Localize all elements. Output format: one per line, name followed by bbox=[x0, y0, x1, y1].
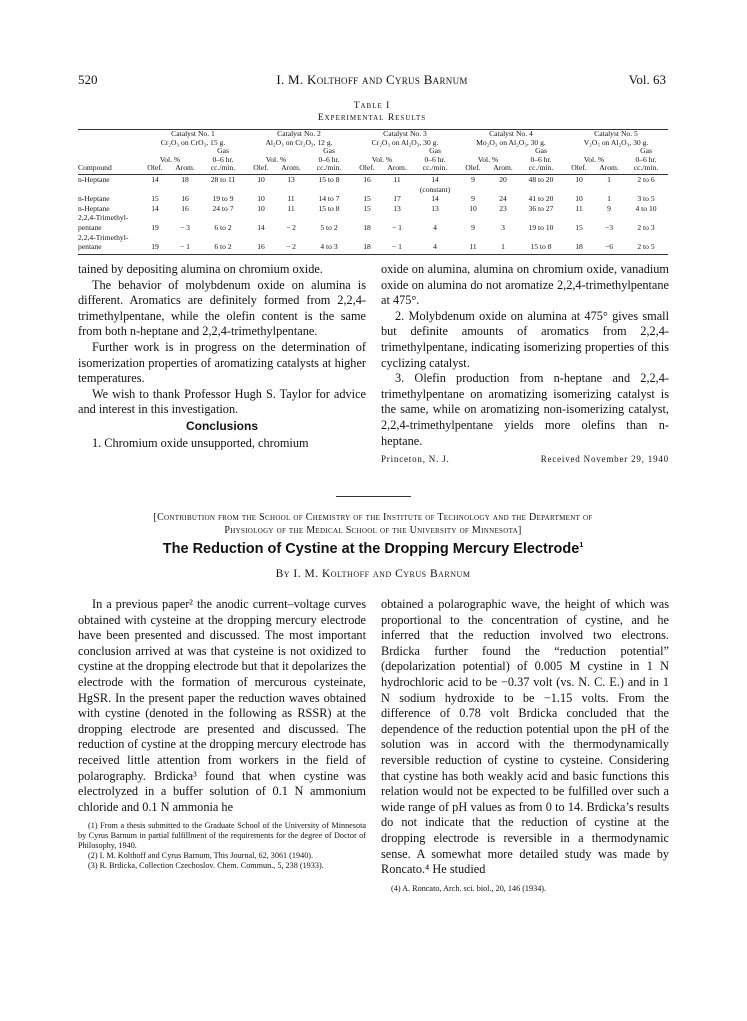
value-cell: − 1 bbox=[180, 242, 190, 252]
vol-pct-label: Vol. % bbox=[159, 155, 181, 164]
value-cell: 11 bbox=[287, 194, 295, 204]
rate-header: cc./min. bbox=[200, 164, 246, 174]
value-cell: 15 bbox=[575, 222, 583, 232]
compound-cell: n-Heptane bbox=[78, 203, 110, 213]
value-cell: 24 to 7 bbox=[212, 203, 234, 213]
table-label: Table I bbox=[353, 101, 391, 111]
title-footnote-mark: 1 bbox=[579, 542, 584, 550]
value-cell: − 2 bbox=[286, 242, 296, 252]
rate-header: cc./min. bbox=[624, 164, 668, 174]
catalyst-1-name: Catalyst No. 1 bbox=[171, 129, 215, 138]
value-cell bbox=[594, 233, 624, 243]
value-cell: 20 bbox=[499, 174, 507, 184]
value-cell bbox=[246, 185, 276, 195]
value-cell: 23 bbox=[499, 203, 507, 213]
value-cell: 16 bbox=[181, 194, 189, 204]
value-cell: 1 bbox=[501, 242, 505, 252]
gas-label: Gas bbox=[429, 147, 441, 156]
value-cell: 11 bbox=[287, 203, 295, 213]
contribution-note bbox=[78, 512, 668, 537]
page-number: 520 bbox=[78, 72, 98, 87]
contribution-line: [Contribution from the School of Chemistry of the Institute of Technology and the Department of bbox=[153, 512, 593, 523]
value-cell: 16 bbox=[363, 174, 371, 184]
received-date: Received November 29, 1940 bbox=[540, 454, 669, 465]
paragraph: tained by depositing alumina on chromium oxide. bbox=[78, 262, 323, 276]
value-cell: 9 bbox=[471, 222, 475, 232]
value-cell: 17 bbox=[393, 194, 401, 204]
value-cell bbox=[382, 185, 412, 195]
contribution-line: Physiology of the Medical School of the University of Minnesota] bbox=[224, 524, 522, 536]
hours-label: 0–6 hr. bbox=[635, 155, 657, 164]
value-cell: 5 to 2 bbox=[320, 222, 338, 232]
value-cell: 3 bbox=[501, 222, 505, 232]
value-cell: 1 bbox=[607, 174, 611, 184]
gas-label: Gas bbox=[323, 147, 335, 156]
paragraph: 2. Molybdenum oxide on alumina at 475° gives small but definite amounts of aromatics from 2,2,4-trimethylpentane, indicating isomerizing properties of this cyclizing catalyst. bbox=[381, 308, 669, 370]
arom-header: Arom. bbox=[276, 164, 306, 174]
value-cell bbox=[624, 233, 668, 243]
value-cell bbox=[170, 213, 200, 223]
olef-header: Olef. bbox=[140, 164, 170, 174]
value-cell: 15 bbox=[363, 194, 371, 204]
catalyst-4-name: Catalyst No. 4 bbox=[489, 129, 533, 138]
affiliation-place: Princeton, N. J. bbox=[381, 454, 450, 465]
compound-cell bbox=[78, 185, 140, 195]
arom-header: Arom. bbox=[382, 164, 412, 174]
value-cell: 15 bbox=[363, 203, 371, 213]
olef-header: Olef. bbox=[352, 164, 382, 174]
value-cell bbox=[564, 185, 594, 195]
article-title-text: The Reduction of Cystine at the Dropping Mercury Electrode bbox=[162, 541, 580, 557]
compound-cell: pentane bbox=[78, 222, 102, 232]
left-column-body bbox=[78, 597, 366, 871]
value-cell bbox=[564, 213, 594, 223]
value-cell bbox=[306, 213, 352, 223]
value-cell bbox=[140, 233, 170, 243]
value-cell: 48 to 20 bbox=[528, 174, 554, 184]
value-cell: 19 bbox=[151, 242, 159, 252]
value-cell: 14 bbox=[431, 174, 439, 184]
value-cell bbox=[488, 185, 518, 195]
arom-header: Arom. bbox=[488, 164, 518, 174]
value-cell: 19 bbox=[151, 222, 159, 232]
value-cell bbox=[352, 233, 382, 243]
value-cell: 13 bbox=[393, 203, 401, 213]
value-cell: 10 bbox=[469, 203, 477, 213]
value-cell bbox=[276, 185, 306, 195]
catalyst-5-composition: V₂O₅ on Al₂O₃, 30 g. bbox=[583, 138, 649, 147]
vol-pct-label: Vol. % bbox=[265, 155, 287, 164]
value-cell: 9 bbox=[607, 203, 611, 213]
arom-header: Arom. bbox=[594, 164, 624, 174]
gas-row bbox=[78, 147, 668, 156]
value-cell: (constant) bbox=[419, 184, 451, 194]
hours-label: 0–6 hr. bbox=[318, 155, 340, 164]
footnote: (3) R. Brdicka, Collection Czechoslov. Chem. Commun., 5, 238 (1933). bbox=[88, 861, 324, 871]
compound-cell: n-Heptane bbox=[78, 174, 110, 184]
value-cell: 18 bbox=[363, 242, 371, 252]
value-cell: 10 bbox=[575, 174, 583, 184]
value-cell bbox=[140, 185, 170, 195]
results-table bbox=[78, 127, 668, 255]
byline: By I. M. Kolthoff and Cyrus Barnum bbox=[275, 568, 471, 580]
value-cell bbox=[382, 233, 412, 243]
compound-cell: pentane bbox=[78, 242, 102, 252]
rate-header: cc./min. bbox=[306, 164, 352, 174]
value-cell bbox=[488, 233, 518, 243]
value-cell: − 2 bbox=[286, 222, 296, 232]
value-cell: 15 to 8 bbox=[530, 242, 552, 252]
value-cell: 24 bbox=[499, 194, 507, 204]
rate-header: cc./min. bbox=[412, 164, 458, 174]
right-column-top bbox=[381, 262, 669, 465]
value-cell: − 1 bbox=[392, 222, 402, 232]
vol-pct-label: Vol. % bbox=[583, 155, 605, 164]
value-cell bbox=[170, 185, 200, 195]
value-cell: 10 bbox=[257, 203, 265, 213]
table-row bbox=[78, 185, 668, 195]
value-cell: 13 bbox=[431, 203, 439, 213]
value-cell bbox=[200, 233, 246, 243]
gas-label: Gas bbox=[640, 147, 652, 156]
table-body bbox=[78, 174, 668, 251]
value-cell: 9 bbox=[471, 174, 475, 184]
table-row bbox=[78, 242, 668, 252]
value-cell: 2 to 5 bbox=[637, 242, 655, 252]
value-cell: 19 to 10 bbox=[528, 222, 554, 232]
footnotes bbox=[78, 821, 366, 871]
paragraph: oxide on alumina, alumina on chromium oxide, vanadium oxide on alumina do not aromatize 2,2,4-trimethylpentane at 475°. bbox=[381, 262, 669, 308]
catalyst-3-name: Catalyst No. 3 bbox=[383, 129, 427, 138]
value-cell bbox=[412, 213, 458, 223]
compound-cell: n-Heptane bbox=[78, 194, 110, 204]
compound-header: Compound bbox=[78, 164, 140, 174]
value-cell: 18 bbox=[575, 242, 583, 252]
value-cell bbox=[564, 233, 594, 243]
table-row bbox=[78, 204, 668, 214]
vol-pct-label: Vol. % bbox=[477, 155, 499, 164]
table-row bbox=[78, 233, 668, 243]
value-cell: 13 bbox=[287, 174, 295, 184]
footnote: (2) I. M. Kolthoff and Cyrus Barnum, This Journal, 62, 3061 (1940). bbox=[88, 851, 314, 861]
value-cell: 4 bbox=[433, 242, 437, 252]
value-cell: 28 to 11 bbox=[210, 174, 236, 184]
value-cell: 2 to 6 bbox=[637, 174, 655, 184]
value-cell: 1 bbox=[607, 194, 611, 204]
paragraph: 3. Olefin production from n-heptane and 2,2,4-trimethylpentane on aromatizing isomerizing catalyst is the same, while on aromatizing non-isomerizing catalyst, 2,2,4-trimethylpentane yields more olefins than n-heptane. bbox=[381, 371, 669, 448]
value-cell: 16 bbox=[257, 242, 265, 252]
value-cell bbox=[382, 213, 412, 223]
value-cell: 6 to 2 bbox=[214, 242, 232, 252]
value-cell bbox=[518, 185, 564, 195]
right-column-body bbox=[381, 597, 669, 894]
hours-label: 0–6 hr. bbox=[424, 155, 446, 164]
paragraph: 1. Chromium oxide unsupported, chromium bbox=[92, 435, 309, 450]
value-cell bbox=[140, 213, 170, 223]
paragraph: Further work is in progress on the determination of isomerization properties of aromatizing catalysts at higher temperatures. bbox=[78, 339, 366, 386]
column-header-row bbox=[78, 164, 668, 174]
value-cell: 14 bbox=[257, 222, 265, 232]
paragraph: The behavior of molybdenum oxide on alumina is different. Aromatics are definitely formed from 2,2,4-trimethylpentane, while the olefin content is the same from both n-heptane and 2,2,4-trimethylpentane. bbox=[78, 277, 366, 339]
value-cell: 6 to 2 bbox=[214, 222, 232, 232]
catalyst-composition-row bbox=[78, 139, 668, 148]
value-cell bbox=[412, 233, 458, 243]
catalyst-2-composition: Al₂O₃ on Cr₂O₃, 12 g. bbox=[265, 138, 333, 147]
value-cell: 14 bbox=[431, 194, 439, 204]
paragraph: obtained a polarographic wave, the height of which was proportional to the concentration of cystine, and he inferred that the reduction involved two electrons. Brdicka further found the “reduction potential” (depolarization potential) of 0.005 M cystine in 1 N hydrochloric acid to be −0.37 volt (vs. N. C. E.) and in 1 N sodium hydroxide to be −1.15 volts. From the difference of 0.78 volt Brdicka concluded that the dependence of the reduction potential upon the pH of the solution was in accord with the thermodynamically reversible reduction of cystine to cysteine. Considering that cystine has both weakly acid and basic functions this relation would not be expected to be fulfilled over such a wide range of pH values as from 0 to 14. Brdicka’s results do not indicate that the reduction of cystine at the dropping electrode is reversible in a thermodynamic sense. A somewhat more detailed study was made by Roncato.⁴ He studied bbox=[381, 597, 669, 877]
catalyst-1-composition: Cr₂O₃ on CrO₃, 15 g. bbox=[160, 138, 226, 147]
address-line bbox=[381, 449, 669, 465]
value-cell: 16 bbox=[181, 203, 189, 213]
value-cell: 4 to 3 bbox=[320, 242, 338, 252]
value-cell: 10 bbox=[575, 194, 583, 204]
table-row bbox=[78, 213, 668, 223]
value-cell bbox=[458, 185, 488, 195]
olef-header: Olef. bbox=[458, 164, 488, 174]
running-header bbox=[78, 72, 666, 88]
value-cell: 3 to 5 bbox=[637, 194, 655, 204]
value-cell: 18 bbox=[363, 222, 371, 232]
section-divider bbox=[336, 496, 411, 497]
conclusions-heading: Conclusions bbox=[185, 418, 258, 433]
hours-label: 0–6 hr. bbox=[212, 155, 234, 164]
value-cell: 18 bbox=[181, 174, 189, 184]
rate-header: cc./min. bbox=[518, 164, 564, 174]
table-row bbox=[78, 174, 668, 184]
table-caption: Experimental Results bbox=[317, 113, 427, 123]
compound-cell: 2,2,4-Trimethyl- bbox=[78, 213, 129, 223]
table-row bbox=[78, 223, 668, 233]
value-cell: 15 bbox=[151, 194, 159, 204]
arom-header: Arom. bbox=[170, 164, 200, 174]
value-cell bbox=[170, 233, 200, 243]
footnote: (4) A. Roncato, Arch. sci. biol., 20, 146 (1934). bbox=[391, 883, 547, 893]
catalyst-name-row bbox=[78, 130, 668, 139]
value-cell: −6 bbox=[604, 242, 614, 252]
value-cell bbox=[246, 233, 276, 243]
value-cell bbox=[352, 213, 382, 223]
value-cell: 36 to 27 bbox=[528, 203, 554, 213]
value-cell: 15 to 8 bbox=[318, 174, 340, 184]
value-cell: 14 bbox=[151, 203, 159, 213]
gas-label: Gas bbox=[535, 147, 547, 156]
footnote: (1) From a thesis submitted to the Graduate School of the University of Minnesota by Cyrus Barnum in partial fulfillment of the requirements for the degree of Doctor of Philosophy, 1940. bbox=[78, 821, 366, 851]
value-cell bbox=[624, 213, 668, 223]
value-cell bbox=[594, 213, 624, 223]
value-cell: 19 to 9 bbox=[212, 194, 234, 204]
value-cell bbox=[458, 213, 488, 223]
table-bottom-rule-row bbox=[78, 252, 668, 255]
volume-number: Vol. 63 bbox=[628, 72, 666, 87]
value-cell: 14 bbox=[151, 174, 159, 184]
catalyst-4-composition: Mo₂O₃ on Al₂O₃, 30 g. bbox=[476, 138, 546, 147]
value-cell bbox=[306, 233, 352, 243]
compound-cell: 2,2,4-Trimethyl- bbox=[78, 232, 129, 242]
value-cell: 10 bbox=[257, 194, 265, 204]
table-row bbox=[78, 194, 668, 204]
value-cell: 4 to 10 bbox=[635, 203, 657, 213]
value-cell bbox=[200, 185, 246, 195]
value-cell: 10 bbox=[257, 174, 265, 184]
value-cell: − 1 bbox=[392, 242, 402, 252]
value-cell: 9 bbox=[471, 194, 475, 204]
value-cell bbox=[518, 213, 564, 223]
value-cell: 4 bbox=[433, 222, 437, 232]
value-cell: 11 bbox=[575, 203, 583, 213]
footnotes bbox=[381, 884, 669, 894]
value-cell bbox=[488, 213, 518, 223]
running-title: I. M. Kolthoff and Cyrus Barnum bbox=[276, 72, 468, 87]
value-cell bbox=[276, 213, 306, 223]
value-cell: −3 bbox=[604, 222, 614, 232]
olef-header: Olef. bbox=[564, 164, 594, 174]
value-cell: 14 to 7 bbox=[318, 194, 340, 204]
value-cell: 2 to 3 bbox=[637, 222, 655, 232]
catalyst-5-name: Catalyst No. 5 bbox=[594, 129, 638, 138]
value-cell bbox=[200, 213, 246, 223]
value-cell bbox=[306, 185, 352, 195]
value-cell bbox=[352, 185, 382, 195]
article-title bbox=[78, 541, 668, 557]
hours-label: 0–6 hr. bbox=[530, 155, 552, 164]
catalyst-2-name: Catalyst No. 2 bbox=[277, 129, 321, 138]
value-cell bbox=[594, 185, 624, 195]
value-cell bbox=[624, 185, 668, 195]
value-cell bbox=[458, 233, 488, 243]
value-cell bbox=[518, 233, 564, 243]
value-cell: 11 bbox=[393, 174, 401, 184]
value-cell: − 3 bbox=[180, 222, 190, 232]
left-column-top bbox=[78, 262, 366, 451]
catalyst-3-composition: Cr₂O₃ on Al₂O₃, 30 g. bbox=[371, 138, 439, 147]
gas-label: Gas bbox=[217, 147, 229, 156]
vol-pct-label: Vol. % bbox=[371, 155, 393, 164]
paragraph: We wish to thank Professor Hugh S. Taylor for advice and interest in this investigation. bbox=[78, 386, 366, 417]
vol-hours-row bbox=[78, 156, 668, 165]
paragraph: In a previous paper² the anodic current–voltage curves obtained with cysteine at the dropping mercury electrode have been presented and discussed. The most important conclusion arrived at was that cysteine is not oxidized to cystine at the dropping electrode but that it depolarizes the electrode with the formation of mercurous cysteinate, HgSR. In the present paper the reduction waves obtained with cystine (denoted in the following as RSSR) at the dropping electrode are presented and discussed. The reduction of cystine at the dropping mercury electrode has received little attention from workers in the field of polarography. Brdicka³ found that when cystine was electrolyzed in a buffer solution of 0.1 N ammonium chloride and 0.1 N ammonia he bbox=[78, 597, 366, 814]
value-cell bbox=[276, 233, 306, 243]
value-cell bbox=[246, 213, 276, 223]
olef-header: Olef. bbox=[246, 164, 276, 174]
value-cell: 41 to 20 bbox=[528, 194, 554, 204]
value-cell: 15 to 8 bbox=[318, 203, 340, 213]
value-cell: 11 bbox=[469, 242, 477, 252]
